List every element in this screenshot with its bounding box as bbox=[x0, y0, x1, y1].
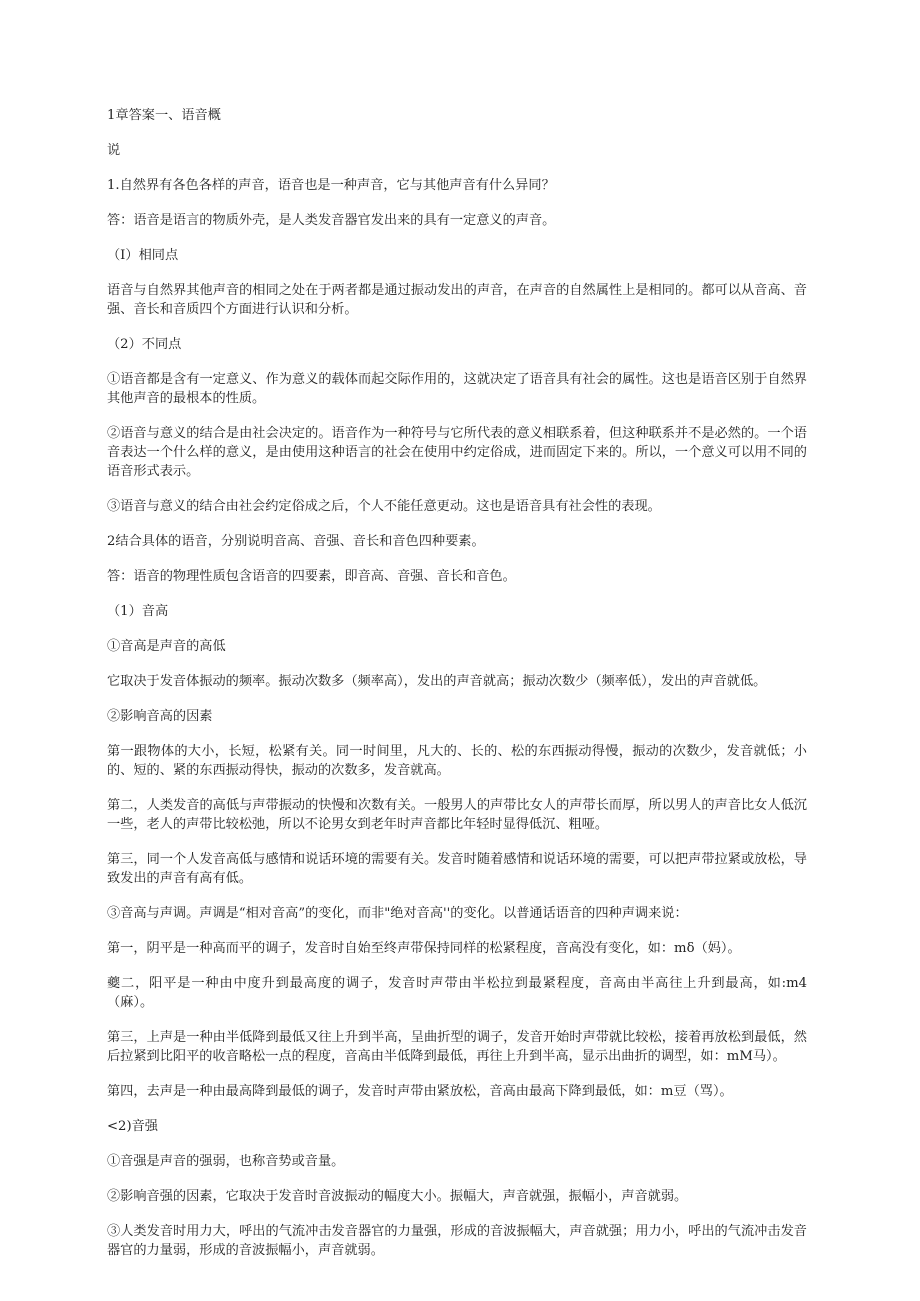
paragraph: ③语音与意义的结合由社会约定俗成之后，个人不能任意更动。这也是语音具有社会性的表现。 bbox=[107, 499, 661, 514]
paragraph: ②影响音强的因素，它取决于发音时音波振动的幅度大小。振幅大，声音就强，振幅小，声音就弱。 bbox=[107, 1189, 688, 1204]
subheading-differences: （2）不同点 bbox=[107, 337, 182, 352]
chapter-title-continued: 说 bbox=[107, 143, 121, 158]
paragraph: 第二，人类发音的高低与声带振动的快慢和次数有关。一般男人的声带比女人的声带长而厚，所以男人的声音比女人低沉一些，老人的声带比较松弛，所以不论男女到老年时声音都比年轻时显得低沉、粗哑。 bbox=[107, 798, 807, 832]
paragraph: ③人类发音时用力大，呼出的气流冲击发音器官的力量强，形成的音波振幅大，声音就强；用力小，呼出的气流冲击发音器官的力量弱，形成的音波振幅小，声音就弱。 bbox=[107, 1224, 807, 1258]
document-body bbox=[107, 106, 807, 1276]
paragraph: ③音高与声调。声调是“相对音高”的变化，而非"绝对音高''的变化。以普通话语音的四种声调来说： bbox=[107, 906, 688, 921]
chapter-title: 1章答案一、语音概 bbox=[107, 108, 221, 123]
answer-2: 答：语音的物理性质包含语音的四要素，即音高、音强、音长和音色。 bbox=[107, 569, 516, 584]
paragraph: 第三，上声是一种由半低降到最低又往上升到半高，呈曲折型的调子，发音开始时声带就比较松，接着再放松到最低，然后拉紧到比阳平的收音略松一点的程度，音高由半低降到最低，再往上升到半高，显示出曲折的调型，如：mM马）。 bbox=[107, 1030, 807, 1064]
paragraph: 语音与自然界其他声音的相同之处在于两者都是通过振动发出的声音，在声音的自然属性上是相同的。都可以从音高、音强、音长和音质四个方面进行认识和分析。 bbox=[107, 283, 807, 317]
paragraph: ②影响音高的因素 bbox=[107, 709, 213, 724]
question-2: 2结合具体的语音，分别说明音高、音强、音长和音色四种要素。 bbox=[107, 534, 485, 549]
paragraph: 第四，去声是一种由最高降到最低的调子，发音时声带由紧放松，音高由最高下降到最低，如：m豆（骂）。 bbox=[107, 1084, 733, 1099]
paragraph: 夔二，阳平是一种由中度升到最高度的调子，发音时声带由半松拉到最紧程度，音高由半高往上升到最高，如:m4（麻）。 bbox=[107, 976, 807, 1010]
answer-1: 答：语音是语言的物质外壳，是人类发音器官发出来的具有一定意义的声音。 bbox=[107, 213, 556, 228]
paragraph: 第三，同一个人发音高低与感情和说话环境的需要有关。发音时随着感情和说话环境的需要，可以把声带拉紧或放松，导致发出的声音有高有低。 bbox=[107, 852, 807, 886]
paragraph: 第一跟物体的大小，长短，松紧有关。同一时间里，凡大的、长的、松的东西振动得慢，振动的次数少，发音就低；小的、短的、紧的东西振动得快，振动的次数多，发音就高。 bbox=[107, 744, 807, 778]
paragraph: ①语音都是含有一定意义、作为意义的载体而起交际作用的，这就决定了语音具有社会的属性。这也是语音区别于自然界其他声音的最根本的性质。 bbox=[107, 372, 807, 406]
question-1: 1.自然界有各色各样的声音，语音也是一种声音，它与其他声音有什么异同？ bbox=[107, 178, 555, 193]
paragraph: 第一，阴平是一种高而平的调子，发音时自始至终声带保持同样的松紧程度，音高没有变化，如：mδ（妈）。 bbox=[107, 941, 741, 956]
paragraph: ②语音与意义的结合是由社会决定的。语音作为一种符号与它所代表的意义相联系着，但这种联系并不是必然的。一个语音表达一个什么样的意义，是由使用这种语言的社会在使用中约定俗成，进而固定下来的。所以，一个意义可以用不同的语音形式表示。 bbox=[107, 426, 807, 479]
subheading-pitch: （1）音高 bbox=[107, 604, 169, 619]
paragraph: 它取决于发音体振动的频率。振动次数多（频率高），发出的声音就高；振动次数少（频率低），发出的声音就低。 bbox=[107, 674, 767, 689]
subheading-similarities: （I）相同点 bbox=[107, 248, 179, 263]
paragraph: ①音高是声音的高低 bbox=[107, 639, 226, 654]
paragraph: ①音强是声音的强弱，也称音势或音量。 bbox=[107, 1154, 345, 1169]
subheading-intensity: <2)音强 bbox=[107, 1119, 158, 1134]
